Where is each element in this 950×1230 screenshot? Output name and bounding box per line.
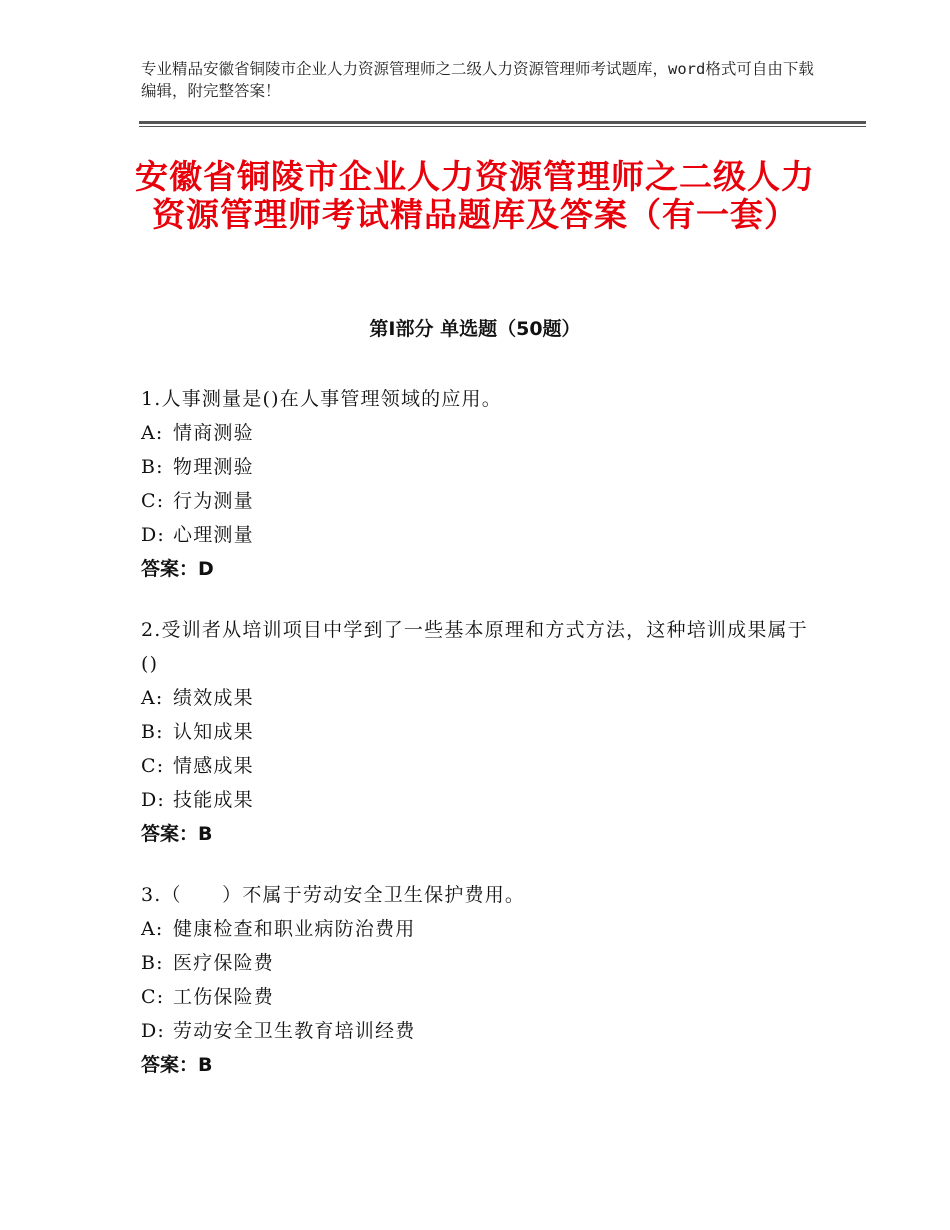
option-b (141, 715, 821, 749)
option-a (141, 912, 821, 946)
option-letter: A: (141, 687, 164, 709)
header-note: 专业精品安徽省铜陵市企业人力资源管理师之二级人力资源管理师考试题库，word格式可自由下载编辑，附完整答案！ (141, 60, 814, 100)
option-text: 情商测验 (173, 422, 254, 444)
header-divider-thin (139, 126, 866, 127)
section-heading: 第Ⅰ部分 单选题（50题） (369, 318, 581, 340)
option-text: 行为测量 (173, 490, 254, 512)
option-text: 医疗保险费 (173, 952, 275, 974)
question-stem: 1.人事测量是()在人事管理领域的应用。 (141, 388, 502, 410)
question-2 (141, 613, 821, 851)
option-d (141, 783, 821, 817)
option-a (141, 416, 821, 450)
option-letter: C: (141, 490, 165, 512)
option-d (141, 518, 821, 552)
option-b (141, 450, 821, 484)
option-text: 心理测量 (173, 524, 254, 546)
option-letter: B: (141, 721, 164, 743)
option-text: 技能成果 (173, 789, 254, 811)
option-text: 绩效成果 (173, 687, 254, 709)
option-text: 情感成果 (173, 755, 254, 777)
header-divider (139, 121, 866, 124)
option-letter: C: (141, 755, 165, 777)
answer-label: 答案：B (141, 823, 213, 845)
option-letter: B: (141, 456, 164, 478)
option-letter: D: (141, 524, 166, 546)
option-text: 劳动安全卫生教育培训经费 (173, 1020, 416, 1042)
option-c (141, 484, 821, 518)
option-text: 物理测验 (173, 456, 254, 478)
option-letter: C: (141, 986, 165, 1008)
option-a (141, 681, 821, 715)
option-text: 工伤保险费 (173, 986, 275, 1008)
answer-label: 答案：B (141, 1054, 213, 1076)
option-letter: A: (141, 422, 164, 444)
option-letter: D: (141, 789, 166, 811)
option-text: 健康检查和职业病防治费用 (173, 918, 416, 940)
option-d (141, 1014, 821, 1048)
answer-label: 答案：D (141, 558, 214, 580)
option-letter: A: (141, 918, 164, 940)
question-1 (141, 382, 821, 586)
option-c (141, 980, 821, 1014)
question-stem: 3.（ ）不属于劳动安全卫生保护费用。 (141, 884, 526, 906)
option-c (141, 749, 821, 783)
question-stem: 2.受训者从培训项目中学到了一些基本原理和方式方法，这种培训成果属于() (141, 619, 808, 675)
question-list (141, 382, 821, 1109)
document-title: 安徽省铜陵市企业人力资源管理师之二级人力资源管理师考试精品题库及答案（有一套） (135, 157, 815, 234)
question-3 (141, 878, 821, 1082)
option-letter: D: (141, 1020, 166, 1042)
option-b (141, 946, 821, 980)
option-letter: B: (141, 952, 164, 974)
option-text: 认知成果 (173, 721, 254, 743)
